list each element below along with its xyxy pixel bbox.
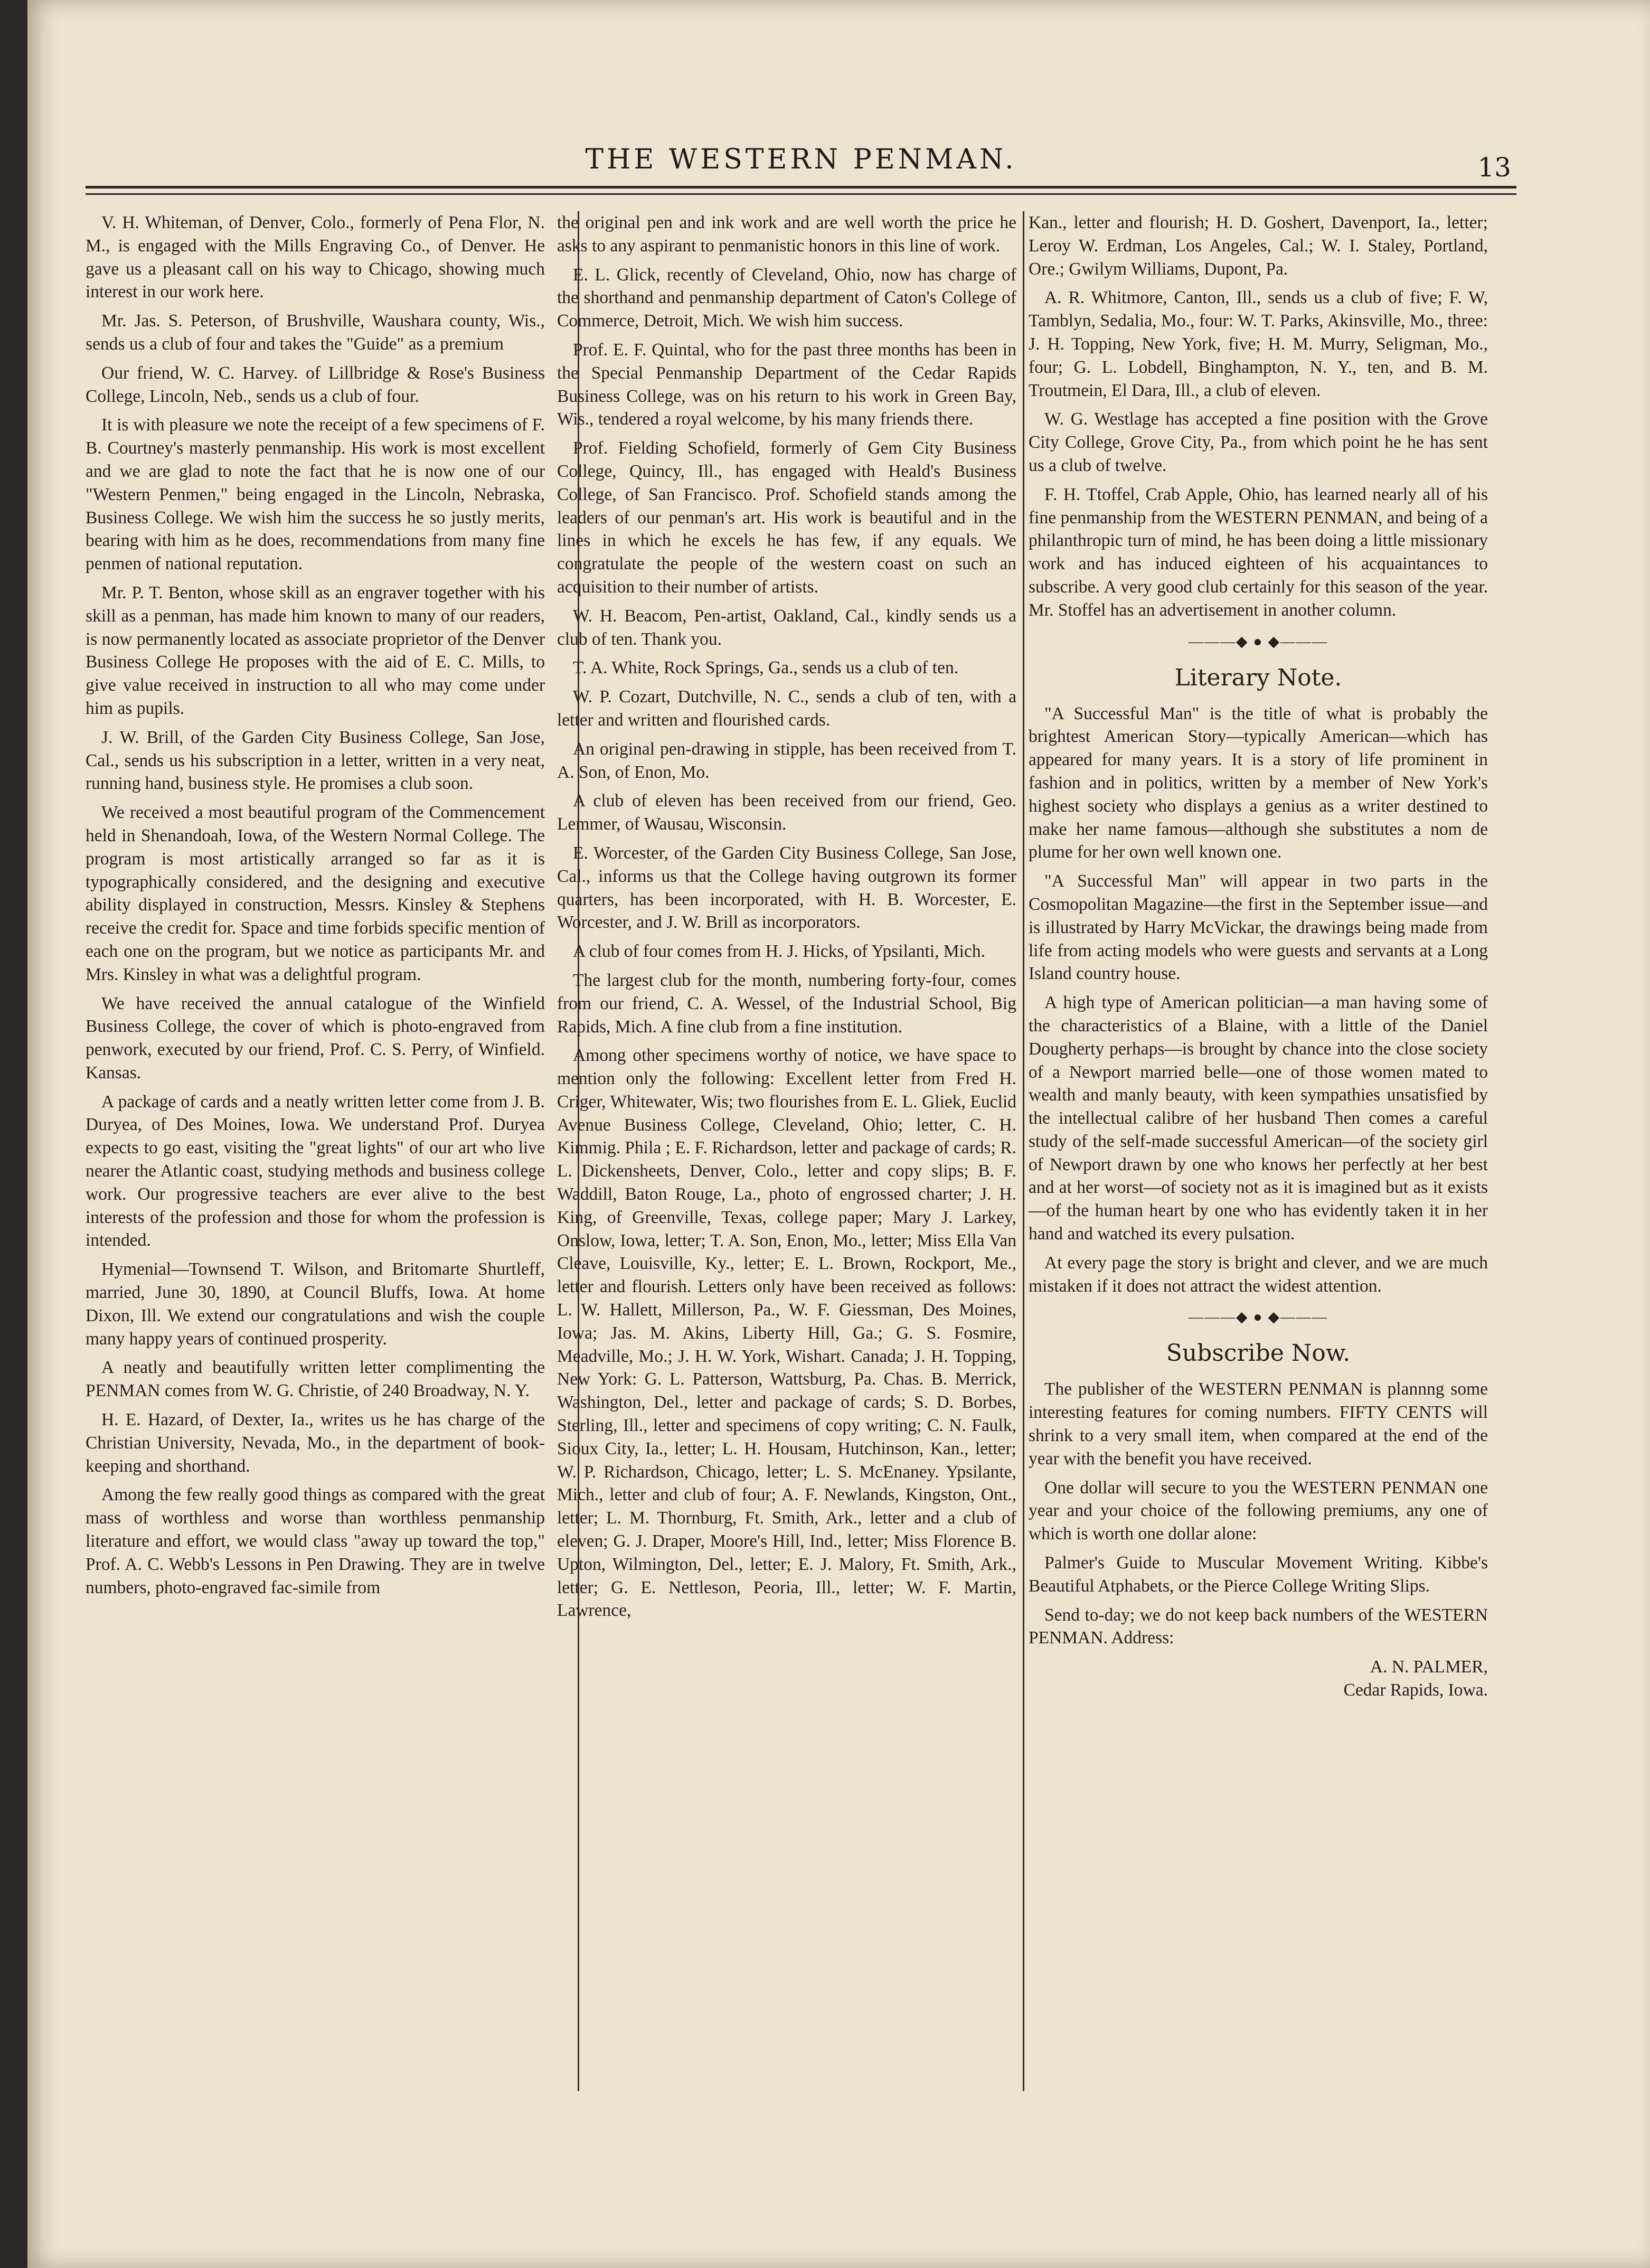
news-item: Kan., letter and flourish; H. D. Goshert, Davenport, Ia., letter; Leroy W. Erdman, Los Angeles, Cal.; W. I. Staley, Portland, Ore.; Gwilym Williams, Dupont, Pa. [1029, 213, 1488, 279]
news-item: We received a most beautiful program of the Commencement held in Shenandoah, Iowa, of the Western Normal College. The program is most artistically arranged so far as it is typographically considered, and the designing and executive ability displayed in construction, Messrs. Kinsley & Stephens receive the credit for. Space and time forbids specific mention of each one on the program, but we notice as participants Mr. and Mrs. Kinsley in what was a delightful program. [86, 803, 545, 984]
literary-paragraph: "A Successful Man" will appear in two parts in the Cosmopolitan Magazine—the first in the September issue—and is illustrated by Harry McVickar, the drawings being made from life from acting models who were guests and servants at a Long Island country house. [1029, 871, 1488, 984]
literary-paragraph: "A Successful Man" is the title of what is probably the brightest American Story—typically American—which has appeared for many years. It is a story of life prominent in fashion and in politics, written by a member of New York's highest society who displays a genius as a writer destined to make her name famous—although she substitutes a nom de plume for her own well known one. [1029, 703, 1488, 862]
news-item: Among other specimens worthy of notice, we have space to mention only the following: Excellent letter from Fred H. Criger, Whitewater, Wis; two flourishes from E. L. Gliek, Euclid Avenue Business College, Cleveland, Ohio; letter, C. H. Kimmig. Phila ; E. F. Richardson, letter and package of cards; R. L. Dickensheets, Denver, Colo., letter and copy slips; B. F. Waddill, Baton Rouge, La., photo of engrossed charter; J. H. King, of Greenville, Texas, college paper; Mary J. Larkey, Onslow, Iowa, letter; T. A. Son, Enon, Mo., letter; Miss Ella Van Cleave, Louisville, Ky., letter; E. L. Brown, Rockport, Me., letter and flourish. Letters only have been received as follows: L. W. Hallett, Millerson, Pa., W. F. Giessman, Des Moines, Iowa; Jas. M. Akins, Liberty Hill, Ga.; G. S. Fosmire, Meadville, Mo.; J. H. W. York, Wishart. Canada; J. H. Topping, New York: G. L. Patterson, Wattsburg, Pa. Chas. B. Merrick, Washington, Del., letter and package of cards; S. D. Borbes, Sterling, Ill., letter and specimens of copy writing; C. N. Faulk, Sioux City, Ia., letter; L. H. Housam, Hutchinson, Kan., letter; W. P. Richardson, Chicago, letter; L. S. McEnaney. Ypsilante, Mich., letter and club of four; A. F. Newlands, Kingston, Ont., letter; L. M. Thornburg, Ft. Smith, Ark., letter and a club of eleven; G. J. Draper, Moore's Hill, Ind., letter; Miss Florence B. Upton, Wilmington, Del., letter; E. J. Malory, Ft. Smith, Ark., letter; G. E. Nettleson, Peoria, Ill., letter; W. F. Martin, Lawrence, [557, 1046, 1016, 1621]
news-item: W. P. Cozart, Dutchville, N. C., sends a club of ten, with a letter and written and flourished cards. [557, 687, 1016, 730]
news-item: E. L. Glick, recently of Cleveland, Ohio, now has charge of the shorthand and penmanship department of Caton's College of Commerce, Detroit, Mich. We wish him success. [557, 265, 1016, 331]
news-item: T. A. White, Rock Springs, Ga., sends us a club of ten. [573, 658, 959, 678]
column-1 [86, 211, 545, 2107]
news-item: Hymenial—Townsend T. Wilson, and Britomarte Shurtleff, married, June 30, 1890, at Council Bluffs, Iowa. At home Dixon, Ill. We extend our congratulations and wish the couple many happy years of continued prosperity. [86, 1259, 545, 1349]
news-item: The largest club for the month, numbering forty-four, comes from our friend, C. A. Wessel, of the Industrial School, Big Rapids, Mich. A fine club from a fine institution. [557, 970, 1016, 1037]
masthead-title: THE WESTERN PENMAN. [585, 144, 1017, 175]
column-2 [557, 211, 1016, 2107]
news-item: the original pen and ink work and are well worth the price he asks to any aspirant to penmanistic honors in this line of work. [557, 213, 1016, 256]
news-item: Among the few really good things as compared with the great mass of worthless and worse than worthless penmanship literature and effort, we would class "away up toward the top," Prof. A. C. Webb's Lessons in Pen Drawing. They are in twelve numbers, photo-engraved fac-simile from [86, 1485, 545, 1597]
news-item: Our friend, W. C. Harvey. of Lillbridge & Rose's Business College, Lincoln, Neb., sends us a club of four. [86, 363, 545, 406]
literary-paragraph: A high type of American politician—a man having some of the characteristics of a Blaine, with a little of the Daniel Dougherty perhaps—is brought by chance into the close society of a Newport married belle—one of those women mated to wealth and manly beauty, with keen sympathies unsatisfied by the intellectual calibre of her husband Then comes a careful study of the self-made successful American—of the society girl of Newport drawn by one who knows her perfectly at her best and at her worst—of society not as it is imagined but as it exists—of the human heart by one who has evidently taken it in her hand and watched its every pulsation. [1029, 993, 1488, 1244]
news-item: An original pen-drawing in stipple, has been received from T. A. Son, of Enon, Mo. [557, 739, 1016, 782]
column-3 [1029, 211, 1488, 2107]
signature-name: A. N. PALMER, [1370, 1657, 1488, 1677]
subscribe-heading: Subscribe Now. [1166, 1340, 1351, 1367]
column-divider [1023, 211, 1024, 2091]
news-item: It is with pleasure we note the receipt of a few specimens of F. B. Courtney's masterly penmanship. His work is most excellent and we are glad to note the fact that he is now one of our "Western Penmen," being engaged in the Lincoln, Nebraska, Business College. We wish him the success he so justly merits, bearing with him as he does, recommendations from many fine penmen of national reputation. [86, 415, 545, 574]
news-item: H. E. Hazard, of Dexter, Ia., writes us he has charge of the Christian University, Nevada, Mo., in the department of book-keeping and shorthand. [86, 1410, 545, 1476]
header-rule-thin [86, 193, 1516, 195]
news-item: V. H. Whiteman, of Denver, Colo., formerly of Pena Flor, N. M., is engaged with the Mills Engraving Co., of Denver. He gave us a pleasant call on his way to Chicago, showing much interest in our work here. [86, 213, 545, 302]
news-item: Prof. E. F. Quintal, who for the past three months has been in the Special Penmanship Department of the Cedar Rapids Business College, was on his return to his work in Green Bay, Wis., tendered a royal welcome, by his many friends there. [557, 340, 1016, 429]
section-ornament: ———◆ ● ◆——— [1189, 1309, 1328, 1326]
news-item: A club of four comes from H. J. Hicks, of Ypsilanti, Mich. [573, 942, 985, 962]
signature-place: Cedar Rapids, Iowa. [1343, 1680, 1488, 1700]
news-item: W. G. Westlage has accepted a fine position with the Grove City College, Grove City, Pa., from which point he he has sent us a club of twelve. [1029, 409, 1488, 475]
news-item: A club of eleven has been received from our friend, Geo. Lemmer, of Wausau, Wisconsin. [557, 791, 1016, 834]
news-item: J. W. Brill, of the Garden City Business College, San Jose, Cal., sends us his subscription in a letter, written in a very neat, running hand, business style. He promises a club soon. [86, 727, 545, 794]
page-number: 13 [1477, 152, 1511, 183]
newspaper-page [27, 0, 1650, 2268]
subscribe-paragraph: The publisher of the WESTERN PENMAN is plannng some interesting features for coming numbers. FIFTY CENTS will shrink to a very small item, when compared at the end of the year with the benefit you have received. [1029, 1379, 1488, 1469]
news-item: Prof. Fielding Schofield, formerly of Gem City Business College, Quincy, Ill., has engaged with Heald's Business College, of San Francisco. Prof. Schofield stands among the leaders of our penman's art. His work is beautiful and in the lines in which he excels he has few, if any equals. We congratulate the people of the western coast on such an acquisition to their number of artists. [557, 438, 1016, 597]
subscribe-paragraph: Palmer's Guide to Muscular Movement Writing. Kibbe's Beautiful Atphabets, or the Pierce College Writing Slips. [1029, 1553, 1488, 1596]
news-item: A. R. Whitmore, Canton, Ill., sends us a club of five; F. W, Tamblyn, Sedalia, Mo., four: W. T. Parks, Akinsville, Mo., three: J. H. Topping, New York, five; H. M. Murry, Seligman, Mo., four; G. L. Lobdell, Binghampton, N. Y., ten, and B. M. Troutmein, El Dara, Ill., a club of eleven. [1029, 288, 1488, 400]
literary-note-heading: Literary Note. [1174, 664, 1342, 691]
section-ornament: ———◆ ● ◆——— [1189, 633, 1328, 650]
news-item: A package of cards and a neatly written letter come from J. B. Duryea, of Des Moines, Iowa. We understand Prof. Duryea expects to go east, visiting the "great lights" of our art who live nearer the Atlantic coast, studying methods and business college work. Our progressive teachers are ever alive to the best interests of the profession and those for whom the profession is intended. [86, 1091, 545, 1250]
news-item: Mr. P. T. Benton, whose skill as an engraver together with his skill as a penman, has made him known to many of our readers, is now permanently located as associate proprietor of the Denver Business College He proposes with the aid of E. C. Mills, to give value received in instruction to all who may come under him as pupils. [86, 582, 545, 718]
subscribe-paragraph: Send to-day; we do not keep back numbers of the WESTERN PENMAN. Address: [1029, 1605, 1488, 1648]
news-item: Mr. Jas. S. Peterson, of Brushville, Waushara county, Wis., sends us a club of four and takes the "Guide" as a premium [86, 311, 545, 354]
news-item: W. H. Beacom, Pen-artist, Oakland, Cal., kindly sends us a club of ten. Thank you. [557, 606, 1016, 649]
news-item: We have received the annual catalogue of the Winfield Business College, the cover of which is photo-engraved from penwork, executed by our friend, Prof. C. S. Perry, of Winfield. Kansas. [86, 993, 545, 1083]
news-item: F. H. Ttoffel, Crab Apple, Ohio, has learned nearly all of his fine penmanship from the WESTERN PENMAN, and being of a philanthropic turn of mind, he has been doing a little missionary work and has induced eighteen of his acquaintances to subscribe. A very good club certainly for this season of the year. Mr. Stoffel has an advertisement in another column. [1029, 484, 1488, 620]
news-item: E. Worcester, of the Garden City Business College, San Jose, Cal., informs us that the College having outgrown its former quarters, has been incorporated, with H. B. Worcester, E. Worcester, and J. W. Brill as incorporators. [557, 843, 1016, 933]
literary-paragraph: At every page the story is bright and clever, and we are much mistaken if it does not attract the widest attention. [1029, 1253, 1488, 1296]
subscribe-paragraph: One dollar will secure to you the WESTERN PENMAN one year and your choice of the following premiums, any one of which is worth one dollar alone: [1029, 1478, 1488, 1544]
header-rule [86, 186, 1516, 189]
news-item: A neatly and beautifully written letter complimenting the PENMAN comes from W. G. Christie, of 240 Broadway, N. Y. [86, 1358, 545, 1401]
